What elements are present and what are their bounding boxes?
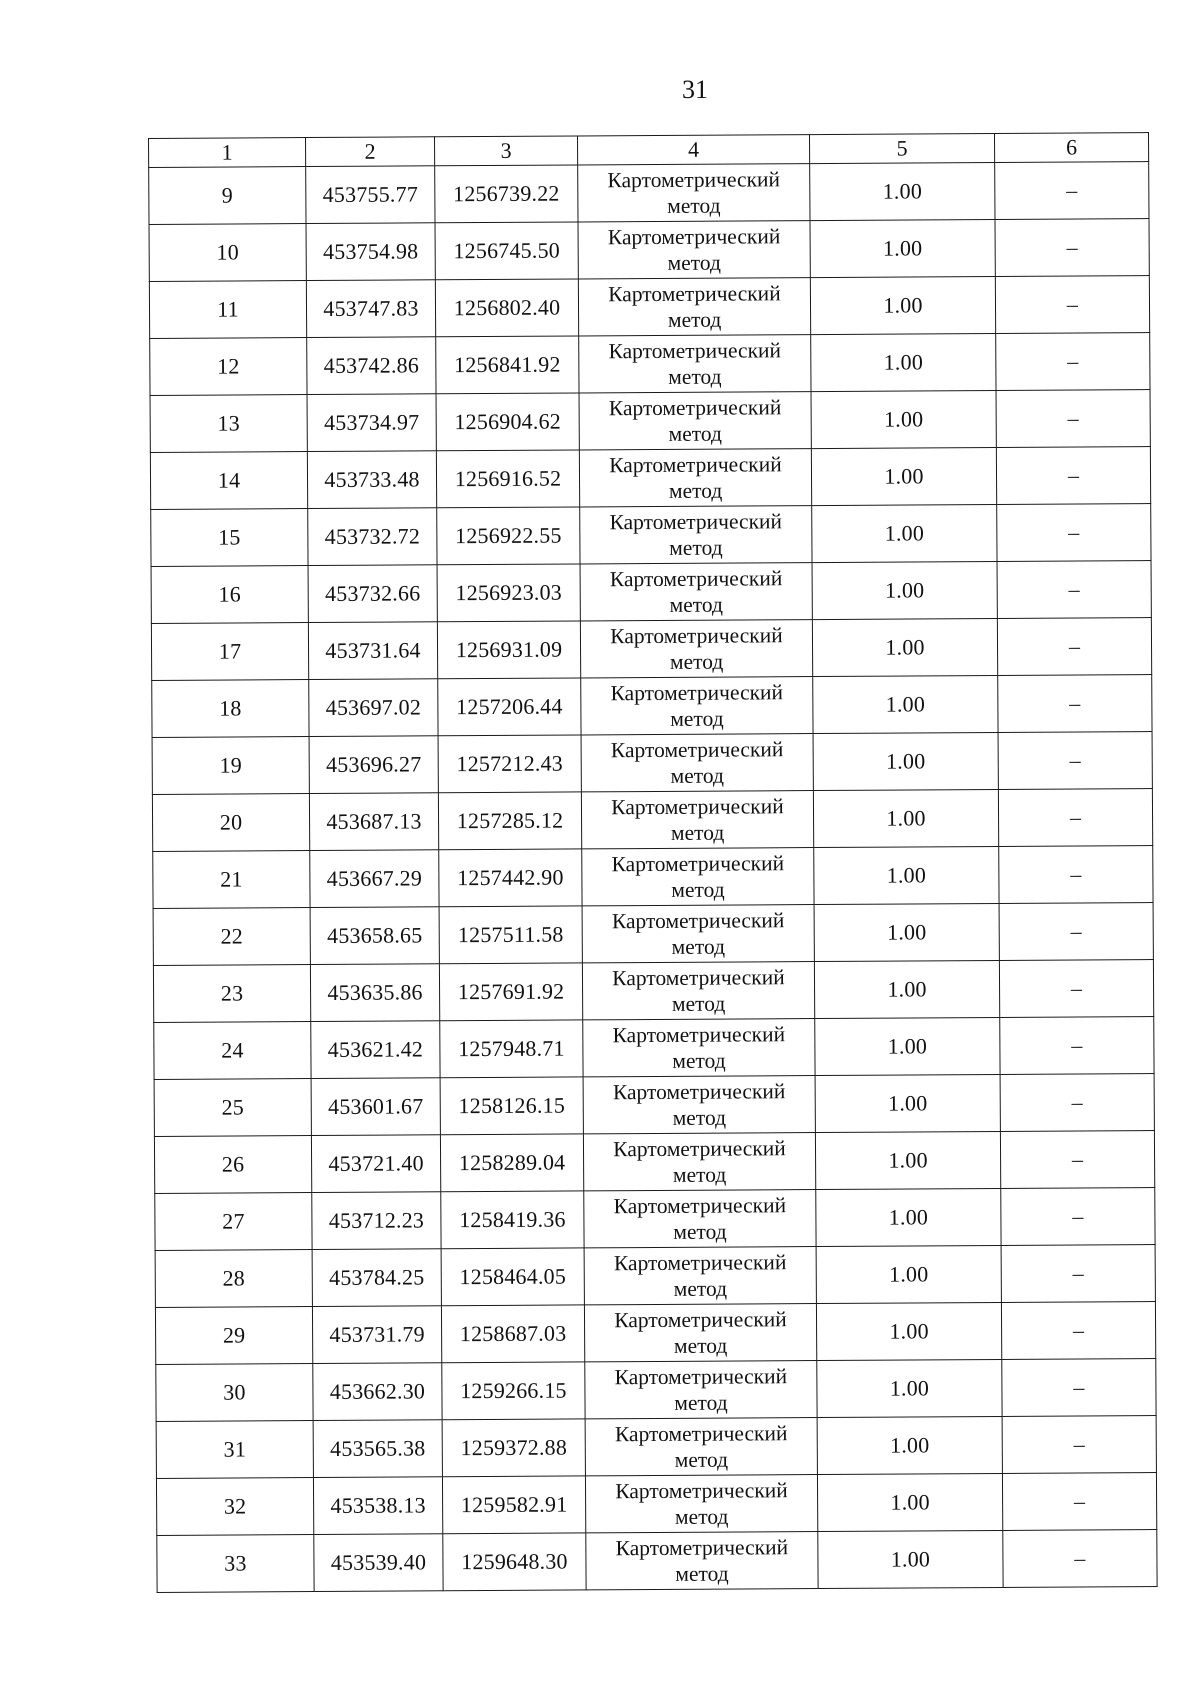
method-cell (581, 677, 813, 735)
accuracy-cell: 1.00 (813, 675, 998, 733)
y-coordinate-cell: 1257285.12 (438, 792, 581, 850)
table-row (150, 390, 1150, 453)
accuracy-cell: 1.00 (816, 1188, 1001, 1246)
method-cell (585, 1361, 817, 1419)
method-text: Картометрический метод (615, 1478, 788, 1529)
table-row (149, 219, 1149, 282)
point-number-cell: 11 (149, 281, 306, 339)
point-number-cell: 16 (151, 566, 308, 624)
y-coordinate-cell: 1259266.15 (442, 1362, 585, 1420)
column-header: 6 (994, 133, 1148, 163)
note-cell: – (997, 504, 1151, 562)
y-coordinate-cell: 1256922.55 (437, 507, 580, 565)
method-text: Картометрический метод (609, 566, 783, 617)
table-body (149, 162, 1157, 1593)
method-cell (585, 1475, 817, 1533)
note-cell: – (1001, 1302, 1155, 1360)
column-header: 4 (577, 135, 809, 165)
note-cell: – (1002, 1416, 1156, 1474)
accuracy-cell: 1.00 (813, 732, 998, 790)
method-text: Картометрический метод (612, 965, 785, 1016)
y-coordinate-cell: 1256745.50 (435, 222, 578, 280)
y-coordinate-cell: 1258126.15 (440, 1077, 583, 1135)
y-coordinate-cell: 1258687.03 (441, 1305, 584, 1363)
accuracy-cell: 1.00 (812, 504, 997, 562)
method-text: Картометрический метод (614, 1421, 788, 1472)
accuracy-cell: 1.00 (812, 618, 997, 676)
note-cell: – (998, 732, 1152, 790)
accuracy-cell: 1.00 (815, 1074, 1000, 1132)
accuracy-cell: 1.00 (814, 903, 999, 961)
table-row (149, 276, 1149, 339)
method-text: Картометрический метод (611, 851, 785, 902)
note-cell: – (996, 390, 1150, 448)
x-coordinate-cell: 453565.38 (313, 1420, 442, 1478)
table-row (152, 732, 1152, 795)
point-number-cell: 14 (150, 452, 307, 510)
note-cell: – (1000, 1017, 1154, 1075)
method-cell (585, 1418, 817, 1476)
x-coordinate-cell: 453755.77 (306, 166, 435, 224)
table-row (151, 561, 1151, 624)
table-row (153, 960, 1153, 1023)
x-coordinate-cell: 453733.48 (307, 451, 436, 509)
x-coordinate-cell: 453538.13 (313, 1477, 442, 1535)
point-number-cell: 28 (155, 1250, 312, 1308)
table-row (156, 1416, 1156, 1479)
x-coordinate-cell: 453696.27 (309, 736, 438, 794)
table-row (156, 1359, 1156, 1422)
method-text: Картометрический метод (610, 680, 784, 731)
point-number-cell: 32 (156, 1478, 313, 1536)
point-number-cell: 23 (153, 965, 310, 1023)
method-text: Картометрический метод (610, 737, 784, 788)
method-text: Картометрический метод (608, 338, 782, 389)
accuracy-cell: 1.00 (810, 276, 995, 334)
table-row (150, 447, 1150, 510)
table-row (155, 1245, 1155, 1308)
y-coordinate-cell: 1256916.52 (436, 450, 579, 508)
note-cell: – (999, 903, 1153, 961)
method-cell (583, 1133, 815, 1191)
coordinates-table (148, 132, 1158, 1593)
method-cell (584, 1304, 816, 1362)
point-number-cell: 27 (155, 1193, 312, 1251)
accuracy-cell: 1.00 (818, 1530, 1003, 1588)
point-number-cell: 33 (157, 1535, 314, 1593)
table-row (151, 504, 1151, 567)
page-number: 31 (682, 75, 708, 104)
x-coordinate-cell: 453621.42 (311, 1021, 440, 1079)
accuracy-cell: 1.00 (815, 1017, 1000, 1075)
point-number-cell: 21 (153, 851, 310, 909)
accuracy-cell: 1.00 (810, 162, 995, 220)
point-number-cell: 20 (152, 794, 309, 852)
x-coordinate-cell: 453662.30 (313, 1363, 442, 1421)
point-number-cell: 12 (150, 338, 307, 396)
y-coordinate-cell: 1258419.36 (441, 1191, 584, 1249)
method-text: Картометрический метод (612, 1022, 786, 1073)
method-text: Картометрический метод (612, 1079, 786, 1130)
x-coordinate-cell: 453747.83 (306, 280, 435, 338)
note-cell: – (999, 846, 1153, 904)
y-coordinate-cell: 1256739.22 (435, 165, 578, 223)
method-cell (582, 905, 814, 963)
column-header: 2 (306, 137, 435, 167)
y-coordinate-cell: 1257206.44 (438, 678, 581, 736)
point-number-cell: 19 (152, 737, 309, 795)
point-number-cell: 31 (156, 1421, 313, 1479)
method-text: Картометрический метод (609, 509, 783, 560)
point-number-cell: 10 (149, 224, 306, 282)
method-cell (583, 1019, 815, 1077)
table-row (155, 1188, 1155, 1251)
method-cell (583, 1076, 815, 1134)
x-coordinate-cell: 453658.65 (310, 907, 439, 965)
x-coordinate-cell: 453687.13 (309, 793, 438, 851)
y-coordinate-cell: 1257948.71 (440, 1020, 583, 1078)
x-coordinate-cell: 453539.40 (314, 1534, 443, 1592)
x-coordinate-cell: 453742.86 (307, 337, 436, 395)
method-cell (579, 335, 811, 393)
method-cell (578, 278, 810, 336)
y-coordinate-cell: 1257511.58 (439, 906, 582, 964)
note-cell: – (996, 447, 1150, 505)
point-number-cell: 25 (154, 1079, 311, 1137)
point-number-cell: 26 (154, 1136, 311, 1194)
method-cell (581, 734, 813, 792)
table-row (157, 1530, 1157, 1593)
method-cell (579, 392, 811, 450)
accuracy-cell: 1.00 (816, 1245, 1001, 1303)
table-row (156, 1473, 1156, 1536)
x-coordinate-cell: 453732.66 (308, 565, 437, 623)
y-coordinate-cell: 1257442.90 (439, 849, 582, 907)
y-coordinate-cell: 1257212.43 (438, 735, 581, 793)
table-row (155, 1302, 1155, 1365)
method-cell (582, 962, 814, 1020)
accuracy-cell: 1.00 (811, 333, 996, 391)
x-coordinate-cell: 453731.79 (312, 1306, 441, 1364)
accuracy-cell: 1.00 (817, 1359, 1002, 1417)
point-number-cell: 29 (155, 1307, 312, 1365)
method-text: Картометрический метод (613, 1250, 787, 1301)
table-row (150, 333, 1150, 396)
y-coordinate-cell: 1258289.04 (440, 1134, 583, 1192)
table-row (154, 1017, 1154, 1080)
x-coordinate-cell: 453721.40 (311, 1135, 440, 1193)
method-cell (579, 449, 811, 507)
table-row (153, 903, 1153, 966)
note-cell: – (997, 561, 1151, 619)
note-cell: – (995, 219, 1149, 277)
method-text: Картометрический метод (614, 1364, 788, 1415)
y-coordinate-cell: 1257691.92 (439, 963, 582, 1021)
table-row (152, 675, 1152, 738)
coordinates-table-wrapper (148, 132, 1157, 1593)
method-cell (578, 221, 810, 279)
method-text: Картометрический метод (608, 395, 782, 446)
note-cell: – (998, 789, 1152, 847)
method-text: Картометрический метод (610, 623, 783, 674)
table-row (152, 789, 1152, 852)
x-coordinate-cell: 453712.23 (312, 1192, 441, 1250)
point-number-cell: 15 (151, 509, 308, 567)
method-text: Картометрический метод (611, 908, 785, 959)
table-row (154, 1074, 1154, 1137)
method-text: Картометрический метод (613, 1136, 786, 1187)
accuracy-cell: 1.00 (817, 1416, 1002, 1474)
note-cell: – (1002, 1359, 1156, 1417)
note-cell: – (995, 276, 1149, 334)
method-text: Картометрический метод (614, 1307, 787, 1358)
point-number-cell: 17 (151, 623, 308, 681)
point-number-cell: 18 (152, 680, 309, 738)
table-row (149, 162, 1149, 225)
method-cell (584, 1190, 816, 1248)
table-row (154, 1131, 1154, 1194)
method-text: Картометрический метод (611, 794, 784, 845)
note-cell: – (996, 333, 1150, 391)
method-cell (580, 563, 812, 621)
accuracy-cell: 1.00 (817, 1473, 1002, 1531)
column-header: 3 (434, 136, 577, 166)
note-cell: – (1002, 1473, 1156, 1531)
x-coordinate-cell: 453731.64 (308, 622, 437, 680)
accuracy-cell: 1.00 (814, 846, 999, 904)
method-cell (580, 506, 812, 564)
method-cell (578, 164, 810, 222)
accuracy-cell: 1.00 (812, 561, 997, 619)
accuracy-cell: 1.00 (816, 1302, 1001, 1360)
accuracy-cell: 1.00 (811, 390, 996, 448)
method-text: Картометрический метод (615, 1535, 789, 1586)
note-cell: – (1001, 1188, 1155, 1246)
method-cell (580, 620, 812, 678)
accuracy-cell: 1.00 (811, 447, 996, 505)
column-header: 5 (809, 133, 994, 163)
y-coordinate-cell: 1259582.91 (442, 1476, 585, 1534)
method-cell (582, 848, 814, 906)
point-number-cell: 13 (150, 395, 307, 453)
note-cell: – (1000, 1131, 1154, 1189)
accuracy-cell: 1.00 (813, 789, 998, 847)
x-coordinate-cell: 453697.02 (309, 679, 438, 737)
accuracy-cell: 1.00 (815, 1131, 1000, 1189)
y-coordinate-cell: 1256802.40 (435, 279, 578, 337)
note-cell: – (1003, 1530, 1157, 1588)
x-coordinate-cell: 453784.25 (312, 1249, 441, 1307)
y-coordinate-cell: 1259648.30 (443, 1533, 586, 1591)
note-cell: – (998, 675, 1152, 733)
method-cell (586, 1532, 818, 1590)
x-coordinate-cell: 453635.86 (310, 964, 439, 1022)
y-coordinate-cell: 1256923.03 (437, 564, 580, 622)
method-text: Картометрический метод (613, 1193, 787, 1244)
y-coordinate-cell: 1256931.09 (437, 621, 580, 679)
method-text: Картометрический метод (607, 224, 781, 275)
point-number-cell: 9 (149, 167, 306, 225)
y-coordinate-cell: 1256904.62 (436, 393, 579, 451)
point-number-cell: 22 (153, 908, 310, 966)
note-cell: – (1001, 1245, 1155, 1303)
method-text: Картометрический метод (607, 167, 781, 218)
note-cell: – (997, 618, 1151, 676)
y-coordinate-cell: 1259372.88 (442, 1419, 585, 1477)
accuracy-cell: 1.00 (814, 960, 999, 1018)
method-text: Картометрический метод (608, 281, 781, 332)
x-coordinate-cell: 453754.98 (306, 223, 435, 281)
table-row (153, 846, 1153, 909)
column-header: 1 (149, 138, 306, 168)
note-cell: – (995, 162, 1149, 220)
x-coordinate-cell: 453734.97 (307, 394, 436, 452)
y-coordinate-cell: 1256841.92 (436, 336, 579, 394)
point-number-cell: 30 (156, 1364, 313, 1422)
method-cell (581, 791, 813, 849)
x-coordinate-cell: 453732.72 (308, 508, 437, 566)
x-coordinate-cell: 453601.67 (311, 1078, 440, 1136)
note-cell: – (999, 960, 1153, 1018)
table-row (151, 618, 1151, 681)
x-coordinate-cell: 453667.29 (310, 850, 439, 908)
method-cell (584, 1247, 816, 1305)
y-coordinate-cell: 1258464.05 (441, 1248, 584, 1306)
note-cell: – (1000, 1074, 1154, 1132)
method-text: Картометрический метод (609, 452, 782, 503)
point-number-cell: 24 (154, 1022, 311, 1080)
accuracy-cell: 1.00 (810, 219, 995, 277)
